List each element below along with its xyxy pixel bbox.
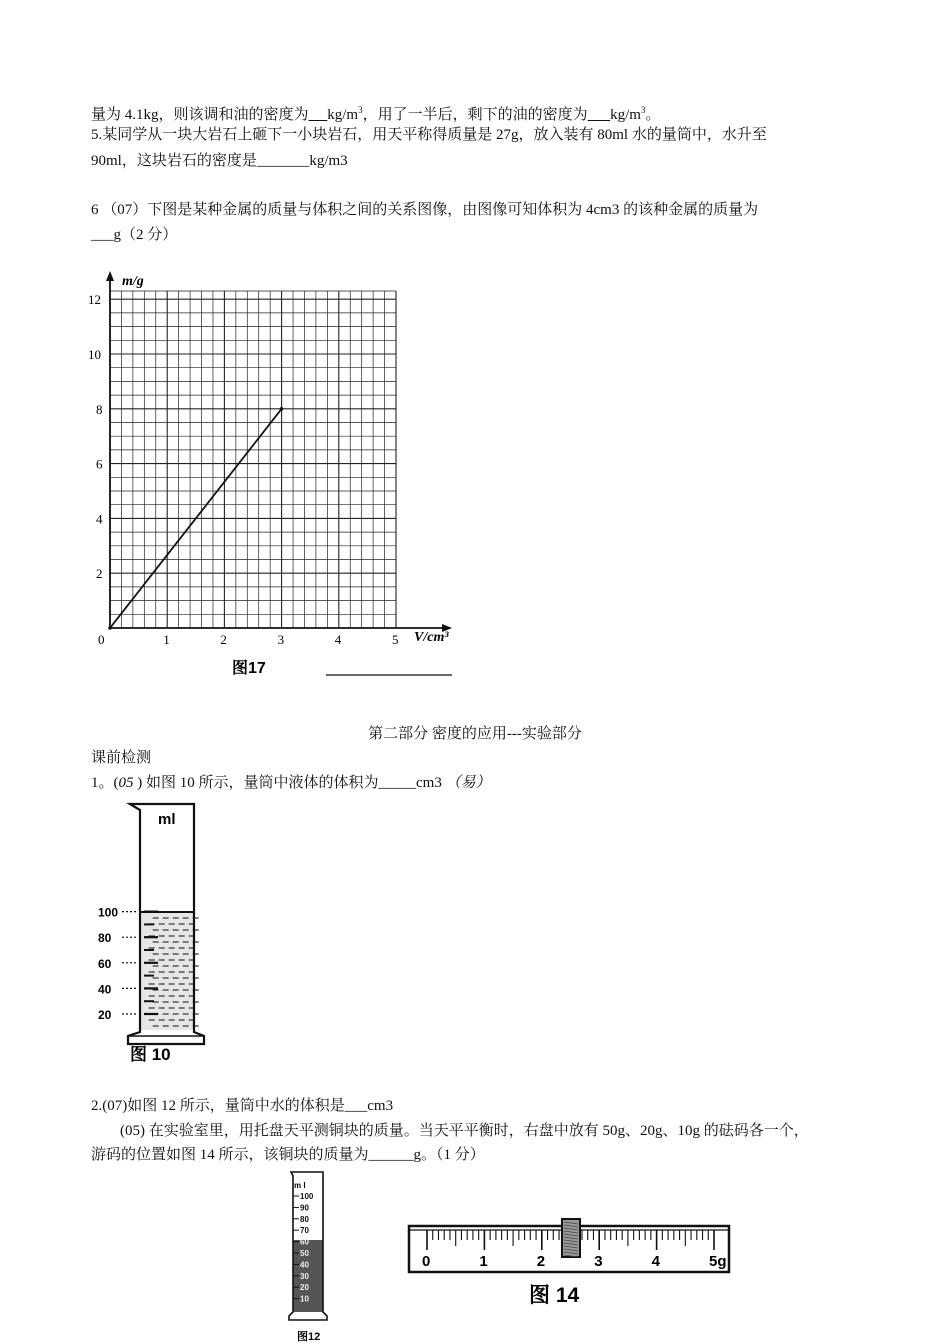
data-point-0 xyxy=(108,626,112,630)
section-title: 第二部分 密度的应用---实验部分 xyxy=(368,726,582,742)
small-scale-label-70: 70 xyxy=(300,1226,309,1236)
chart-y-label: m/g xyxy=(122,274,144,289)
p1-year: 05 xyxy=(118,775,134,791)
fig14-caption: 图 14 xyxy=(529,1284,580,1307)
fig10-caption: 图 10 xyxy=(130,1045,171,1064)
data-point-1 xyxy=(280,407,284,411)
scale-tick-label-2: 2 xyxy=(536,1253,546,1270)
scale-tick-label-1: 1 xyxy=(479,1253,488,1270)
scale-label-100: 100 xyxy=(98,905,119,920)
small-scale-label-40: 40 xyxy=(300,1260,309,1270)
q5-line1: 5.某同学从一块大岩石上砸下一小块岩石，用天平称得质量是 27g，放入装有 80ml 水的量筒中，水升至 xyxy=(91,127,767,143)
x-tick-3: 3 xyxy=(277,632,285,647)
section-subtitle: 课前检测 xyxy=(91,750,152,766)
x-tick-4: 4 xyxy=(334,632,342,647)
p1-prefix: 1。( xyxy=(91,775,119,791)
scale-tick-label-5g: 5g xyxy=(709,1253,727,1270)
small-scale-label-20: 20 xyxy=(300,1283,309,1293)
q4-unit-2: kg/m xyxy=(610,107,641,123)
chart-axes xyxy=(106,271,452,632)
q4-unit-1: kg/m xyxy=(327,107,359,123)
small-scale-label-90: 90 xyxy=(300,1203,309,1213)
y-tick-4: 4 xyxy=(96,511,103,527)
scale-label-60: 60 xyxy=(98,956,112,971)
unit-label-ml: ml xyxy=(158,811,176,828)
y-tick-6: 6 xyxy=(96,456,103,472)
y-axis-arrow xyxy=(106,271,114,281)
q4-text-e: 。 xyxy=(645,107,661,123)
chart-grid xyxy=(110,291,396,628)
p2-line2: (05) 在实验室里，用托盘天平测铜块的质量。当天平平衡时，右盘中放有 50g、20g、10g 的砝码各一个， xyxy=(120,1123,809,1139)
q6-line1: 6 （07）下图是某种金属的质量与体积之间的关系图像，由图像可知体积为 4cm3 的该种金属的质量为 xyxy=(91,202,759,218)
chart-caption: 图17 xyxy=(232,660,266,677)
fig12-caption: 图12 xyxy=(297,1331,321,1343)
graduated-cylinder-fig10 xyxy=(92,800,222,1070)
q4-text-c: ，用了一半后，剩下的油的密度为 xyxy=(362,107,588,123)
q5-line2: 90ml，这块岩石的密度是_______kg/m3 xyxy=(91,153,348,169)
q4-continuation: 量为 4.1kg，则该调和油的密度为 $kg/m^3$，用了一半后，剩下的油的密度为 $kg/m^3$。 xyxy=(91,105,661,123)
x-tick-2: 2 xyxy=(220,632,227,647)
scale-tick-label-0: 0 xyxy=(422,1253,431,1270)
y-tick-12: 12 xyxy=(88,292,101,308)
p1-level: （易） xyxy=(445,775,491,791)
y-tick-10: 10 xyxy=(88,347,101,362)
x-tick-5: 5 xyxy=(392,632,399,647)
scale-label-40: 40 xyxy=(98,982,112,997)
unit-label-ml-small: m l xyxy=(294,1181,306,1190)
q4-text-a: 量为 4.1kg，则该调和油的密度为 xyxy=(91,107,309,123)
small-scale-label-80: 80 xyxy=(300,1214,309,1224)
small-scale-label-30: 30 xyxy=(300,1271,309,1281)
scale-tick-label-4: 4 xyxy=(651,1253,660,1270)
y-tick-8: 8 xyxy=(96,401,103,417)
balance-rider-scale-fig14 xyxy=(405,1210,745,1310)
small-scale-label-50: 50 xyxy=(300,1249,309,1258)
scale-label-20: 20 xyxy=(98,1008,112,1022)
p1-question xyxy=(91,773,491,793)
q6-line2: ___g（2 分） xyxy=(91,227,178,243)
p2-line1: 2.(07)如图 12 所示，量筒中水的体积是___cm3 xyxy=(91,1098,394,1114)
small-scale-label-60: 60 xyxy=(300,1237,309,1247)
mass-volume-chart xyxy=(80,265,480,685)
p1-rest: ) 如图 10 所示，量筒中液体的体积为_____cm3 xyxy=(133,775,446,791)
x-tick-1: 1 xyxy=(163,632,170,647)
scale-label-80: 80 xyxy=(98,931,112,946)
chart-x-label: V/cm³ xyxy=(414,630,449,645)
small-scale-label-100: 100 xyxy=(300,1192,314,1201)
y-tick-2: 2 xyxy=(96,566,103,582)
small-scale-label-10: 10 xyxy=(300,1294,309,1304)
scale-tick-label-3: 3 xyxy=(594,1253,603,1270)
graduated-cylinder-fig12 xyxy=(285,1168,345,1344)
x-tick-0: 0 xyxy=(98,632,105,647)
p2-line3: 游码的位置如图 14 所示，该铜块的质量为______g。（1 分） xyxy=(91,1147,485,1163)
chart-ticks xyxy=(88,292,399,647)
